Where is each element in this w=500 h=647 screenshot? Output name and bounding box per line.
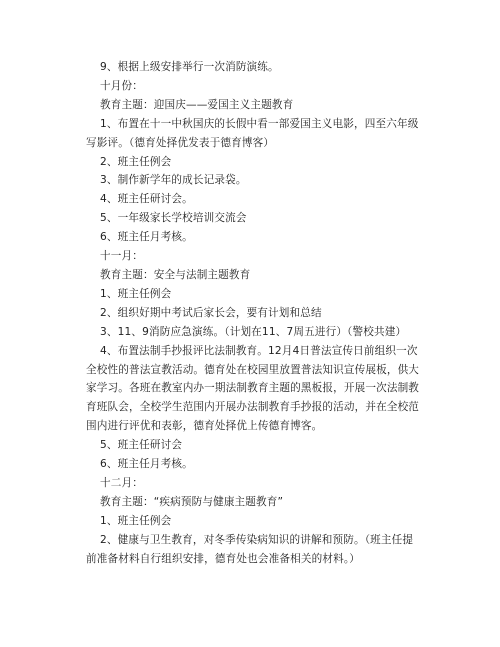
paragraph-line: 6、班主任月考核。 — [100, 231, 193, 244]
section-heading-october: 十月份： — [100, 79, 143, 92]
education-theme-december: 教育主题：“疾病预防与健康主题教育” — [100, 495, 284, 508]
paragraph-line: 2、班主任例会 — [100, 155, 172, 168]
paragraph-line: 1、班主任例会 — [100, 287, 172, 300]
education-theme-november: 教育主题：安全与法制主题教育 — [100, 268, 251, 281]
paragraph-line: 1、布置在十一中秋国庆的长假中看一部爱国主义电影，四至六年级写影评。（德育处择优发表于德育博客） — [86, 117, 419, 149]
paragraph-line: 6、班主任月考核。 — [100, 458, 193, 471]
paragraph-line: 4、布置法制手抄报评比法制教育。12月4日普法宣传日前组织一次全校性的普法宣教活动。德育处在校园里放置普法知识宣传展板，供大家学习。各班在教室内办一期法制教育主题的黑板报，开展一次法制教育班队会，全校学生范围内开展办法制教育手抄报的活动，并在全校范围内进行评优和表彰，德育处择优上传德育博客。 — [86, 344, 420, 433]
paragraph-line: 1、班主任例会 — [100, 514, 172, 527]
paragraph-line: 3、11、9消防应急演练。（计划在11、7周五进行）（警校共建） — [100, 325, 407, 338]
section-heading-december: 十二月： — [100, 476, 143, 489]
paragraph-line: 3、制作新学年的成长记录袋。 — [100, 174, 247, 187]
section-heading-november: 十一月： — [100, 250, 143, 263]
paragraph-line: 9、根据上级安排举行一次消防演练。 — [100, 61, 279, 73]
paragraph-line: 2、健康与卫生教育，对冬季传染病知识的讲解和预防。（班主任提前准备材料自行组织安排，德育处也会准备相关的材料。） — [86, 533, 414, 565]
document-body — [86, 58, 422, 568]
paragraph-line: 5、一年级家长学校培训交流会 — [100, 212, 247, 225]
paragraph-line: 5、班主任研讨会 — [100, 439, 183, 452]
paragraph-line: 4、班主任研讨会。 — [100, 193, 193, 206]
education-theme-october: 教育主题：迎国庆——爱国主义主题教育 — [100, 98, 294, 111]
paragraph-line: 2、组织好期中考试后家长会，要有计划和总结 — [100, 306, 322, 319]
